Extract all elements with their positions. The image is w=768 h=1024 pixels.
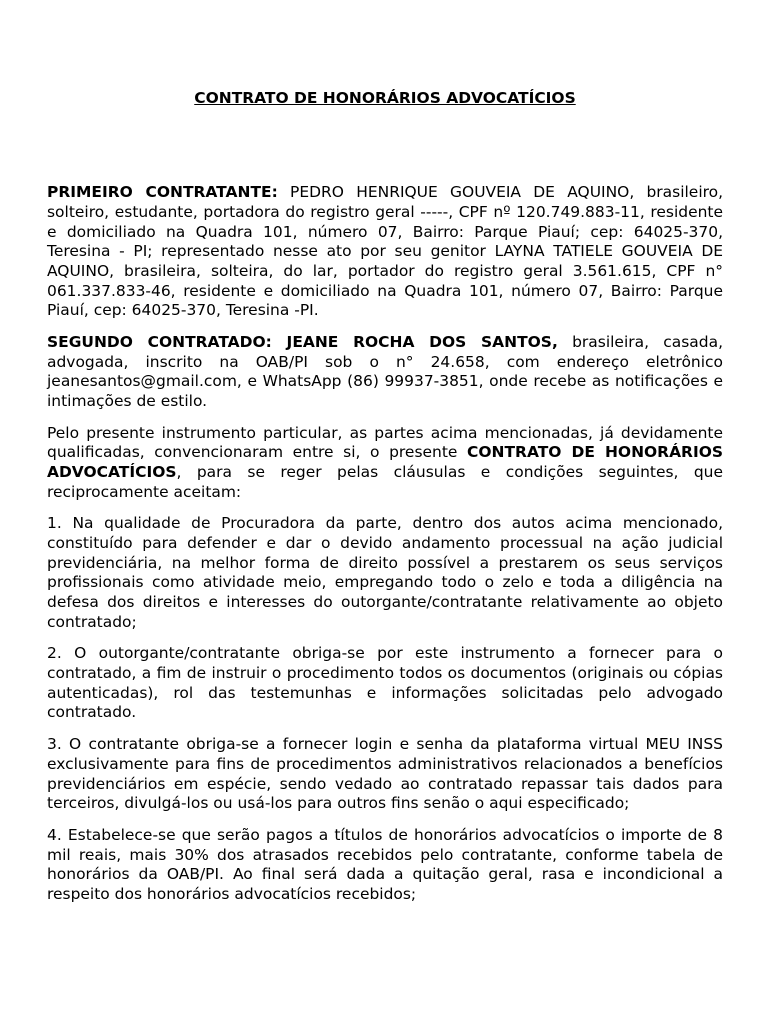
clause-number: 4. <box>47 825 62 844</box>
clause-number: 3. <box>47 735 62 754</box>
first-party-details: PEDRO HENRIQUE GOUVEIA DE AQUINO, brasileiro, solteiro, estudante, portadora do registro geral -----, CPF nº 120.749.883-11, residente e domiciliado na Quadra 101, número 07, Bairro: Parque Piauí; cep: 64025-370, Teresina - PI; representado nesse ato por seu genitor LAYNA TATIELE GOUVEIA DE AQUINO, brasileira, solteira, do lar, portador do registro geral 3.561.615, CPF n° 061.337.833-46, residente e domiciliado na Quadra 101, número 07, Bairro: Parque Piauí, cep: 64025-370, Teresina -PI. <box>47 183 724 320</box>
clause-text: Estabelece-se que serão pagos a títulos de honorários advocatícios o importe de 8 mil reais, mais 30% dos atrasados recebidos pelo contratante, conforme tabela de honorários da OAB/PI. Ao final será dada a quitação geral, rasa e incondicional a respeito dos honorários advocatícios recebidos; <box>47 825 723 903</box>
clause-text: Na qualidade de Procuradora da parte, dentro dos autos acima mencionado, constituído para defender e dar o devido andamento processual na ação judicial previdenciária, na melhor forma de direito possível a prestarem os seus serviços profissionais como atividade meio, empregando todo o zelo e toda a diligência na defesa dos direitos e interesses do outorgante/contratante relativamente ao objeto contratado; <box>47 514 723 631</box>
first-party-paragraph <box>47 183 723 321</box>
second-party-details: brasileira, casada, advogada, inscrito na OAB/PI sob o n° 24.658, com endereço eletrônico jeanesantos@gmail.com, e WhatsApp (86) 99937-3851, onde recebe as notificações e intimações de estilo. <box>47 333 723 411</box>
clause-2 <box>47 644 723 723</box>
contract-name-emphasis: CONTRATO DE HONORÁRIOS ADVOCATÍCIOS <box>47 443 724 482</box>
first-party-label: PRIMEIRO CONTRATANTE: <box>47 183 278 202</box>
clause-text: O outorgante/contratante obriga-se por este instrumento a fornecer para o contratado, a fim de instruir o procedimento todos os documentos (originais ou cópias autenticadas), rol das testemunhas e informações solicitadas pelo advogado contratado. <box>47 644 723 722</box>
document-title: CONTRATO DE HONORÁRIOS ADVOCATÍCIOS <box>194 89 576 108</box>
clause-1 <box>47 514 723 632</box>
second-party-paragraph <box>47 333 723 412</box>
clause-number: 2. <box>47 644 62 663</box>
second-party-label: SEGUNDO CONTRATADO: JEANE ROCHA DOS SANTOS, <box>47 333 558 352</box>
preamble-paragraph <box>47 424 723 503</box>
clause-text: O contratante obriga-se a fornecer login e senha da plataforma virtual MEU INSS exclusivamente para fins de procedimentos administrativos relacionados a benefícios previdenciários em espécie, sendo vedado ao contratado repassar tais dados para terceiros, divulgá-los ou usá-los para outros fins senão o aqui especificado; <box>47 735 723 813</box>
preamble-continuation: , para se reger pelas cláusulas e condições seguintes, que reciprocamente aceitam: <box>47 463 723 501</box>
clause-number: 1. <box>47 514 62 533</box>
clause-3 <box>47 735 723 814</box>
clause-4 <box>47 826 723 905</box>
preamble-text: Pelo presente instrumento particular, as partes acima mencionadas, já devidamente qualificadas, convencionaram entre si, o presente <box>47 423 723 462</box>
